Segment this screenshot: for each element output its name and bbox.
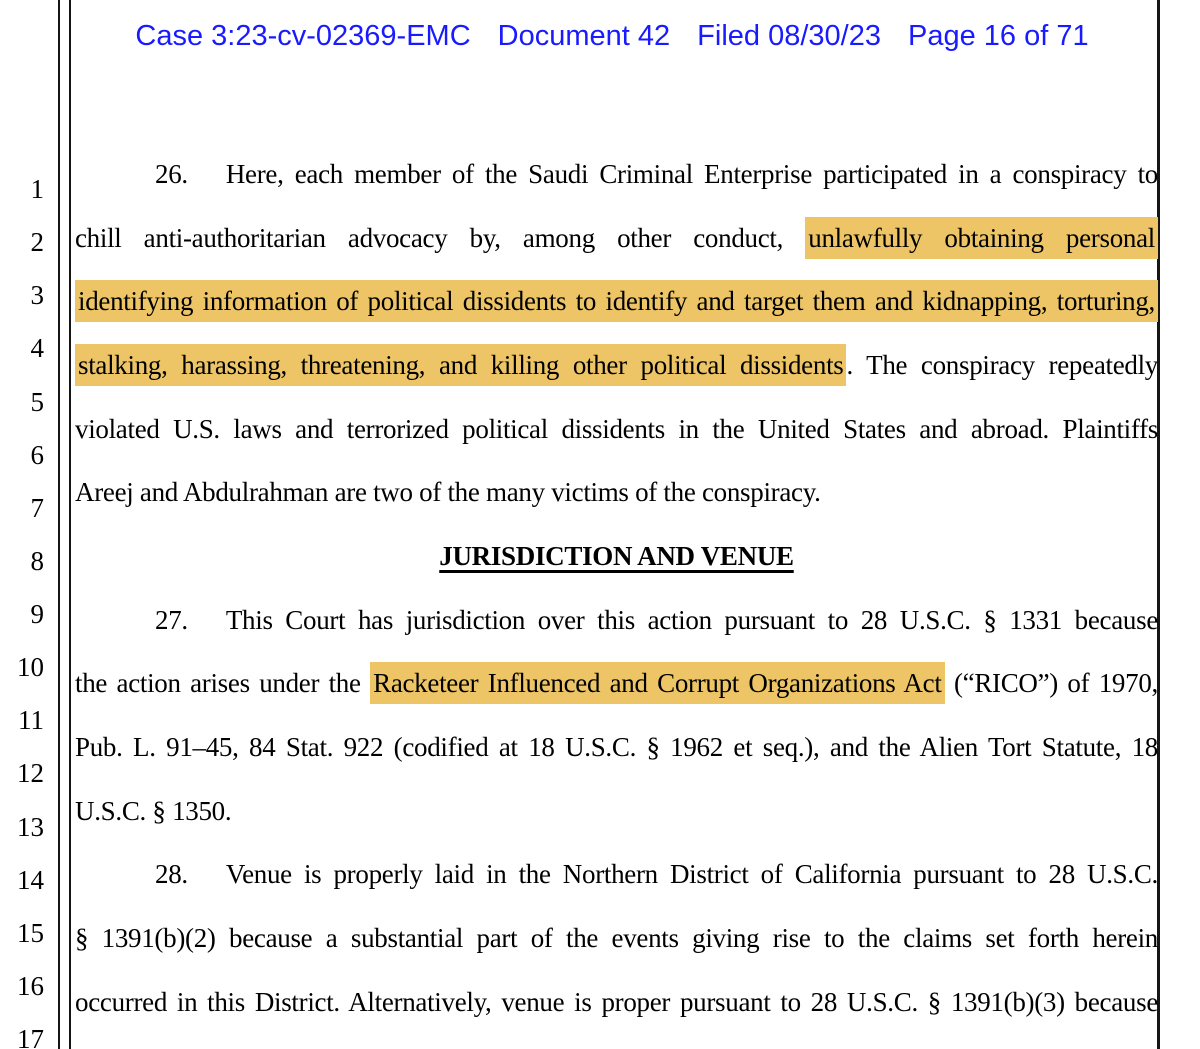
line-number: 12 <box>17 758 44 788</box>
paragraph-number: 26. <box>155 159 188 189</box>
paragraph-27-line-3 <box>75 716 1158 780</box>
line-number: 2 <box>30 227 44 257</box>
line-number: 15 <box>17 918 44 948</box>
page-number: Page 16 of 71 <box>907 20 1089 52</box>
case-number: Case 3:23-cv-02369-EMC <box>135 20 471 52</box>
case-stamp-header <box>66 20 1158 53</box>
line-number: 8 <box>30 546 44 576</box>
highlighted-text: unlawfully obtaining personal <box>805 217 1158 259</box>
line-number: 9 <box>30 599 44 629</box>
body-text: § 1391(b)(2) because a substantial part of the events giving rise to the claims set forth herein <box>75 922 1158 953</box>
body-text: the action arises under the <box>75 668 371 699</box>
line-number: 10 <box>17 652 44 682</box>
paragraph-28-line-3 <box>75 971 1158 1035</box>
paragraph-26-line-2 <box>75 207 1158 271</box>
document-body <box>75 143 1158 1034</box>
line-number: 6 <box>30 440 44 470</box>
filed-date: Filed 08/30/23 <box>697 20 881 52</box>
section-heading: JURISDICTION AND VENUE <box>439 540 794 571</box>
paragraph-26-line-3 <box>75 270 1158 334</box>
paragraph-number: 28. <box>155 859 188 890</box>
highlighted-text: Racketeer Influenced and Corrupt Organizations Act <box>370 662 944 704</box>
line-number: 5 <box>30 387 44 417</box>
paragraph-27-line-2 <box>75 652 1158 716</box>
paragraph-27-line-1 <box>75 589 1158 653</box>
body-text: (“RICO”) of 1970, <box>944 668 1158 699</box>
line-number: 17 <box>17 1024 44 1049</box>
body-text: Pub. L. 91–45, 84 Stat. 922 (codified at 18 U.S.C. § 1962 et seq.), and the Alien Tort Statute, 18 <box>75 731 1158 762</box>
body-text: violated U.S. laws and terrorized political dissidents in the United States and abroad. Plaintiffs <box>75 413 1158 444</box>
line-number: 1 <box>30 174 44 204</box>
line-number: 14 <box>17 865 44 895</box>
highlighted-text: identifying information of political dissidents to identify and target them and kidnapping, torturing, <box>75 280 1158 322</box>
pleading-double-rule <box>58 0 71 1049</box>
line-number: 16 <box>17 971 44 1001</box>
body-text: occurred in this District. Alternatively, venue is proper pursuant to 28 U.S.C. § 1391(b)(3) because <box>75 986 1158 1017</box>
document-number: Document 42 <box>497 20 671 52</box>
paragraph-26-line-6 <box>75 461 1158 525</box>
line-number: 3 <box>30 280 44 310</box>
paragraph-26-line-1 <box>75 143 1158 207</box>
paragraph-28-line-2 <box>75 907 1158 971</box>
body-text: Here, each member of the Saudi Criminal Enterprise participated in a conspiracy to <box>225 159 1158 189</box>
paragraph-28-line-1 <box>75 843 1158 907</box>
body-text: U.S.C. § 1350. <box>75 795 232 826</box>
section-heading-line <box>75 525 1158 589</box>
paragraph-number: 27. <box>155 604 188 635</box>
line-number: 7 <box>30 493 44 523</box>
paragraph-26-line-5 <box>75 398 1158 462</box>
body-text: chill anti-authoritarian advocacy by, among other conduct, <box>75 222 806 253</box>
paragraph-26-line-4 <box>75 334 1158 398</box>
paragraph-27-line-4 <box>75 780 1158 844</box>
line-number: 11 <box>18 705 44 735</box>
line-number: 4 <box>30 333 44 363</box>
line-number: 13 <box>17 812 44 842</box>
body-text: Venue is properly laid in the Northern District of California pursuant to 28 U.S.C. <box>225 859 1158 890</box>
highlighted-text: stalking, harassing, threatening, and killing other political dissidents <box>75 344 846 386</box>
body-text: . The conspiracy repeatedly <box>846 349 1158 380</box>
body-text: This Court has jurisdiction over this action pursuant to 28 U.S.C. § 1331 because <box>225 604 1158 635</box>
body-text: Areej and Abdulrahman are two of the many victims of the conspiracy. <box>75 477 821 508</box>
